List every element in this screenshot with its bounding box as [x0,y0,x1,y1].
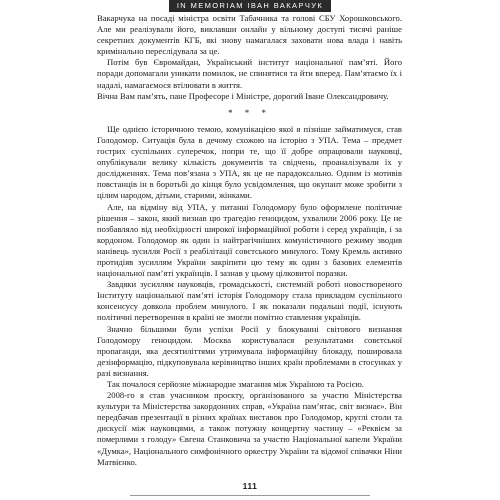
footer-rule [130,495,370,496]
paragraph: Завдяки зусиллям науковців, громадськості, системній роботі новоствореного Інституту національної пам’яті історія Голодомору стала прикладом суспільного консенсусу довкола проблем минулого. І як показали подальші події, існують політичні перетворення в країні не змогли помітно ставлення українців. [97,279,402,323]
paragraph: Але, на відміну від УПА, у питанні Голодомору було оформлене політичне рішення – закон, який визнав цю трагедію геноцидом, ухвалили 2006 року. Це не позбавляло від необхідності широкої інформаційної роботи і серед українців, і за кордоном. Голодомор як один із найтрагічніших комуністичного режиму зводив нанівець зусилля Росії з реабілітації совєтського минулого. Тому Кремль активно протидіяв зусиллям України закріпити цю тему як один з базових елементів національної пам’яті українців. І зазнав у цьому цілковитої поразки. [97,201,402,279]
paragraph: Потім був Євромайдан, Український інститут національної пам’яті. Його поради допомагали уникати помилок, не спинятися та йти вперед. Пам’ятаємо їх і надалі, намагаємося втілювати в життя. [97,57,402,90]
paragraph: 2008-го я став учасником проєкту, організованого за участю Міністерства культури та Міністерства закордонних справ, «Україна пам’ятає, світ визнає». Він передбачав презентації в різних країнах виставок про Голодомор, круглі столи та дискусії між науковцями, а також потужну концертну частину – «Реквієм за померлими з голоду» Євгена Станковича за участю Національної капели України «Думка», Національного симфонічного оркестру України та відомої співачки Ніни Матвієнко. [97,390,402,467]
running-header [0,0,500,12]
paragraph: Ще однією історичною темою, комунікацією якої я пізніше займатимуся, став Голодомор. Ситуація була в дечому схожою на історію з УПА. Тема – предмет гострих суспільних суперечок, попри те, що її добре опрацювали науковці, опублікували велику кількість документів та свідчень, проаналізували їх у дослідженнях. Тема пов’язана з УПА, як це не парадоксально. Одним із мотивів повстанців ін в боротьбі до кінця було усвідомлення, що окупант може зробити з цілим народом, дітьми, старими, жінками. [97,123,402,201]
page-body [97,13,402,468]
page-footer [0,476,500,494]
paragraph: Вічна Вам пам’ять, пане Професоре і Міністре, дорогий Іване Олександровичу. [97,90,389,101]
section-separator: * * * [228,107,271,118]
running-header-label: IN MEMORIAM ІВАН ВАКАРЧУК [169,0,331,12]
paragraph: Так почалося серйозне міжнародне змагання між Україною та Росією. [107,379,364,389]
page-number: 111 [242,481,258,491]
paragraph: Значно більшими були успіхи Росії у блокуванні світового визнання Голодомору геноцидом. Москва користувалася результатами совєтської пропаганди, яка десятиліттями утримувала інформаційну блокаду, пошировала дезінформацію, підкуповувала керівництво інших країн проблемами в стосунках у разі визнання. [97,323,402,378]
paragraph: Вакарчука на посаді міністра освіти Табачника та голові СБУ Хорошковського. Але ми реалізували його, виклавши онлайн у вільному доступі тисячі раніше секретних документів КГБ, які знову намагалася заховати нова влада і навіть кримінально переслідувала за це. [97,13,402,57]
